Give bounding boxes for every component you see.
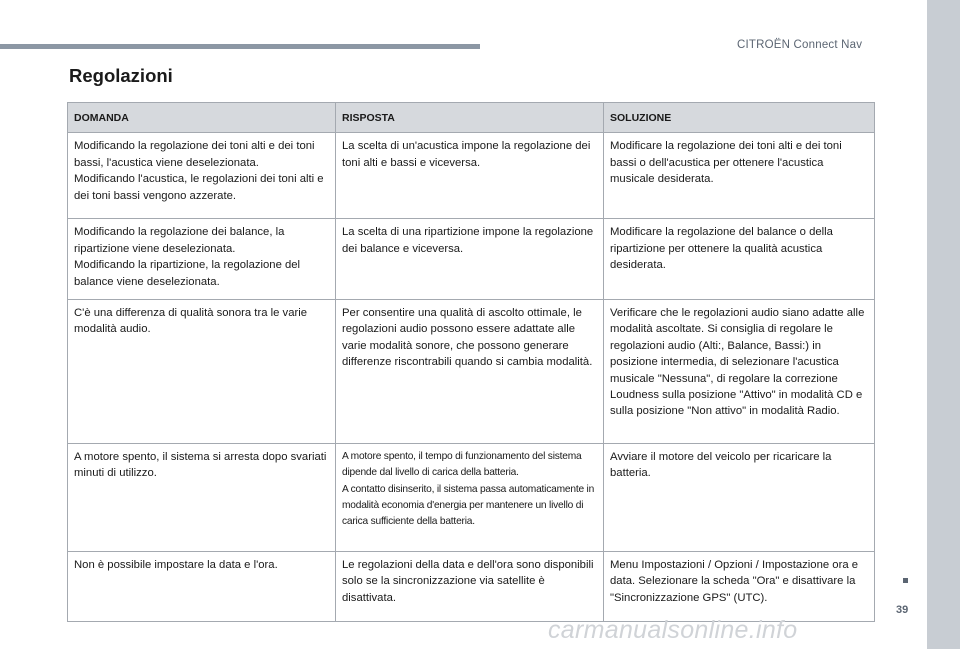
table-header-row — [68, 103, 875, 133]
question-cell: A motore spento, il sistema si arresta dopo svariati minuti di utilizzo. — [68, 444, 336, 552]
page-marker — [903, 578, 908, 583]
troubleshooting-table — [67, 102, 875, 622]
table-row — [68, 219, 875, 300]
solution-cell: Avviare il motore del veicolo per ricaricare la batteria. — [604, 444, 875, 552]
answer-cell: La scelta di un'acustica impone la regolazione dei toni alti e bassi e viceversa. — [336, 133, 604, 219]
solution-cell: Modificare la regolazione dei toni alti e dei toni bassi o dell'acustica per ottenere l'acustica musicale desiderata. — [604, 133, 875, 219]
watermark: carmanualsonline.info — [548, 616, 798, 644]
header-brand: CITROËN Connect Nav — [737, 39, 863, 51]
solution-cell: Modificare la regolazione del balance o della ripartizione per ottenere la qualità acustica desiderata. — [604, 219, 875, 300]
solution-cell: Verificare che le regolazioni audio siano adatte alle modalità ascoltate. Si consiglia di regolare le regolazioni audio (Alti:, Balance, Bassi:) in posizione intermedia, di selezionare l'acustica musicale "Nessuna", di regolare la correzione Loudness sulla posizione "Attivo" in modalità CD e sulla posizione "Non attivo" in modalità Radio. — [604, 300, 875, 444]
column-header-domanda: DOMANDA — [68, 103, 336, 133]
answer-cell: Le regolazioni della data e dell'ora sono disponibili solo se la sincronizzazione via satellite è disattivata. — [336, 552, 604, 622]
table-row — [68, 444, 875, 552]
table-row — [68, 300, 875, 444]
question-cell: Modificando la regolazione dei toni alti e dei toni bassi, l'acustica viene deselezionata. Modificando l'acustica, le regolazioni dei toni alti e dei toni bassi vengono azzerate. — [68, 133, 336, 219]
header-rule — [0, 44, 480, 49]
question-cell: C'è una differenza di qualità sonora tra le varie modalità audio. — [68, 300, 336, 444]
question-cell: Non è possibile impostare la data e l'ora. — [68, 552, 336, 622]
column-header-risposta: RISPOSTA — [336, 103, 604, 133]
column-header-soluzione: SOLUZIONE — [604, 103, 875, 133]
answer-cell: La scelta di una ripartizione impone la regolazione dei balance e viceversa. — [336, 219, 604, 300]
solution-cell: Menu Impostazioni / Opzioni / Impostazione ora e data. Selezionare la scheda "Ora" e disattivare la "Sincronizzazione GPS" (UTC). — [604, 552, 875, 622]
page-number: 39 — [896, 604, 909, 616]
question-cell: Modificando la regolazione dei balance, la ripartizione viene deselezionata. Modificando la ripartizione, la regolazione del balance viene deselezionata. — [68, 219, 336, 300]
side-strip — [927, 0, 960, 649]
table-row — [68, 133, 875, 219]
answer-cell: Per consentire una qualità di ascolto ottimale, le regolazioni audio possono essere adattate alle varie modalità sonore, che possono generare differenze riscontrabili quando si cambia modalità. — [336, 300, 604, 444]
page-title: Regolazioni — [69, 65, 173, 86]
answer-cell: A motore spento, il tempo di funzionamento del sistema dipende dal livello di carica della batteria. A contatto disinserito, il sistema passa automaticamente in modalità economia d'energia per mantenere un livello di carica sufficiente della batteria. — [336, 444, 604, 552]
table-row — [68, 552, 875, 622]
